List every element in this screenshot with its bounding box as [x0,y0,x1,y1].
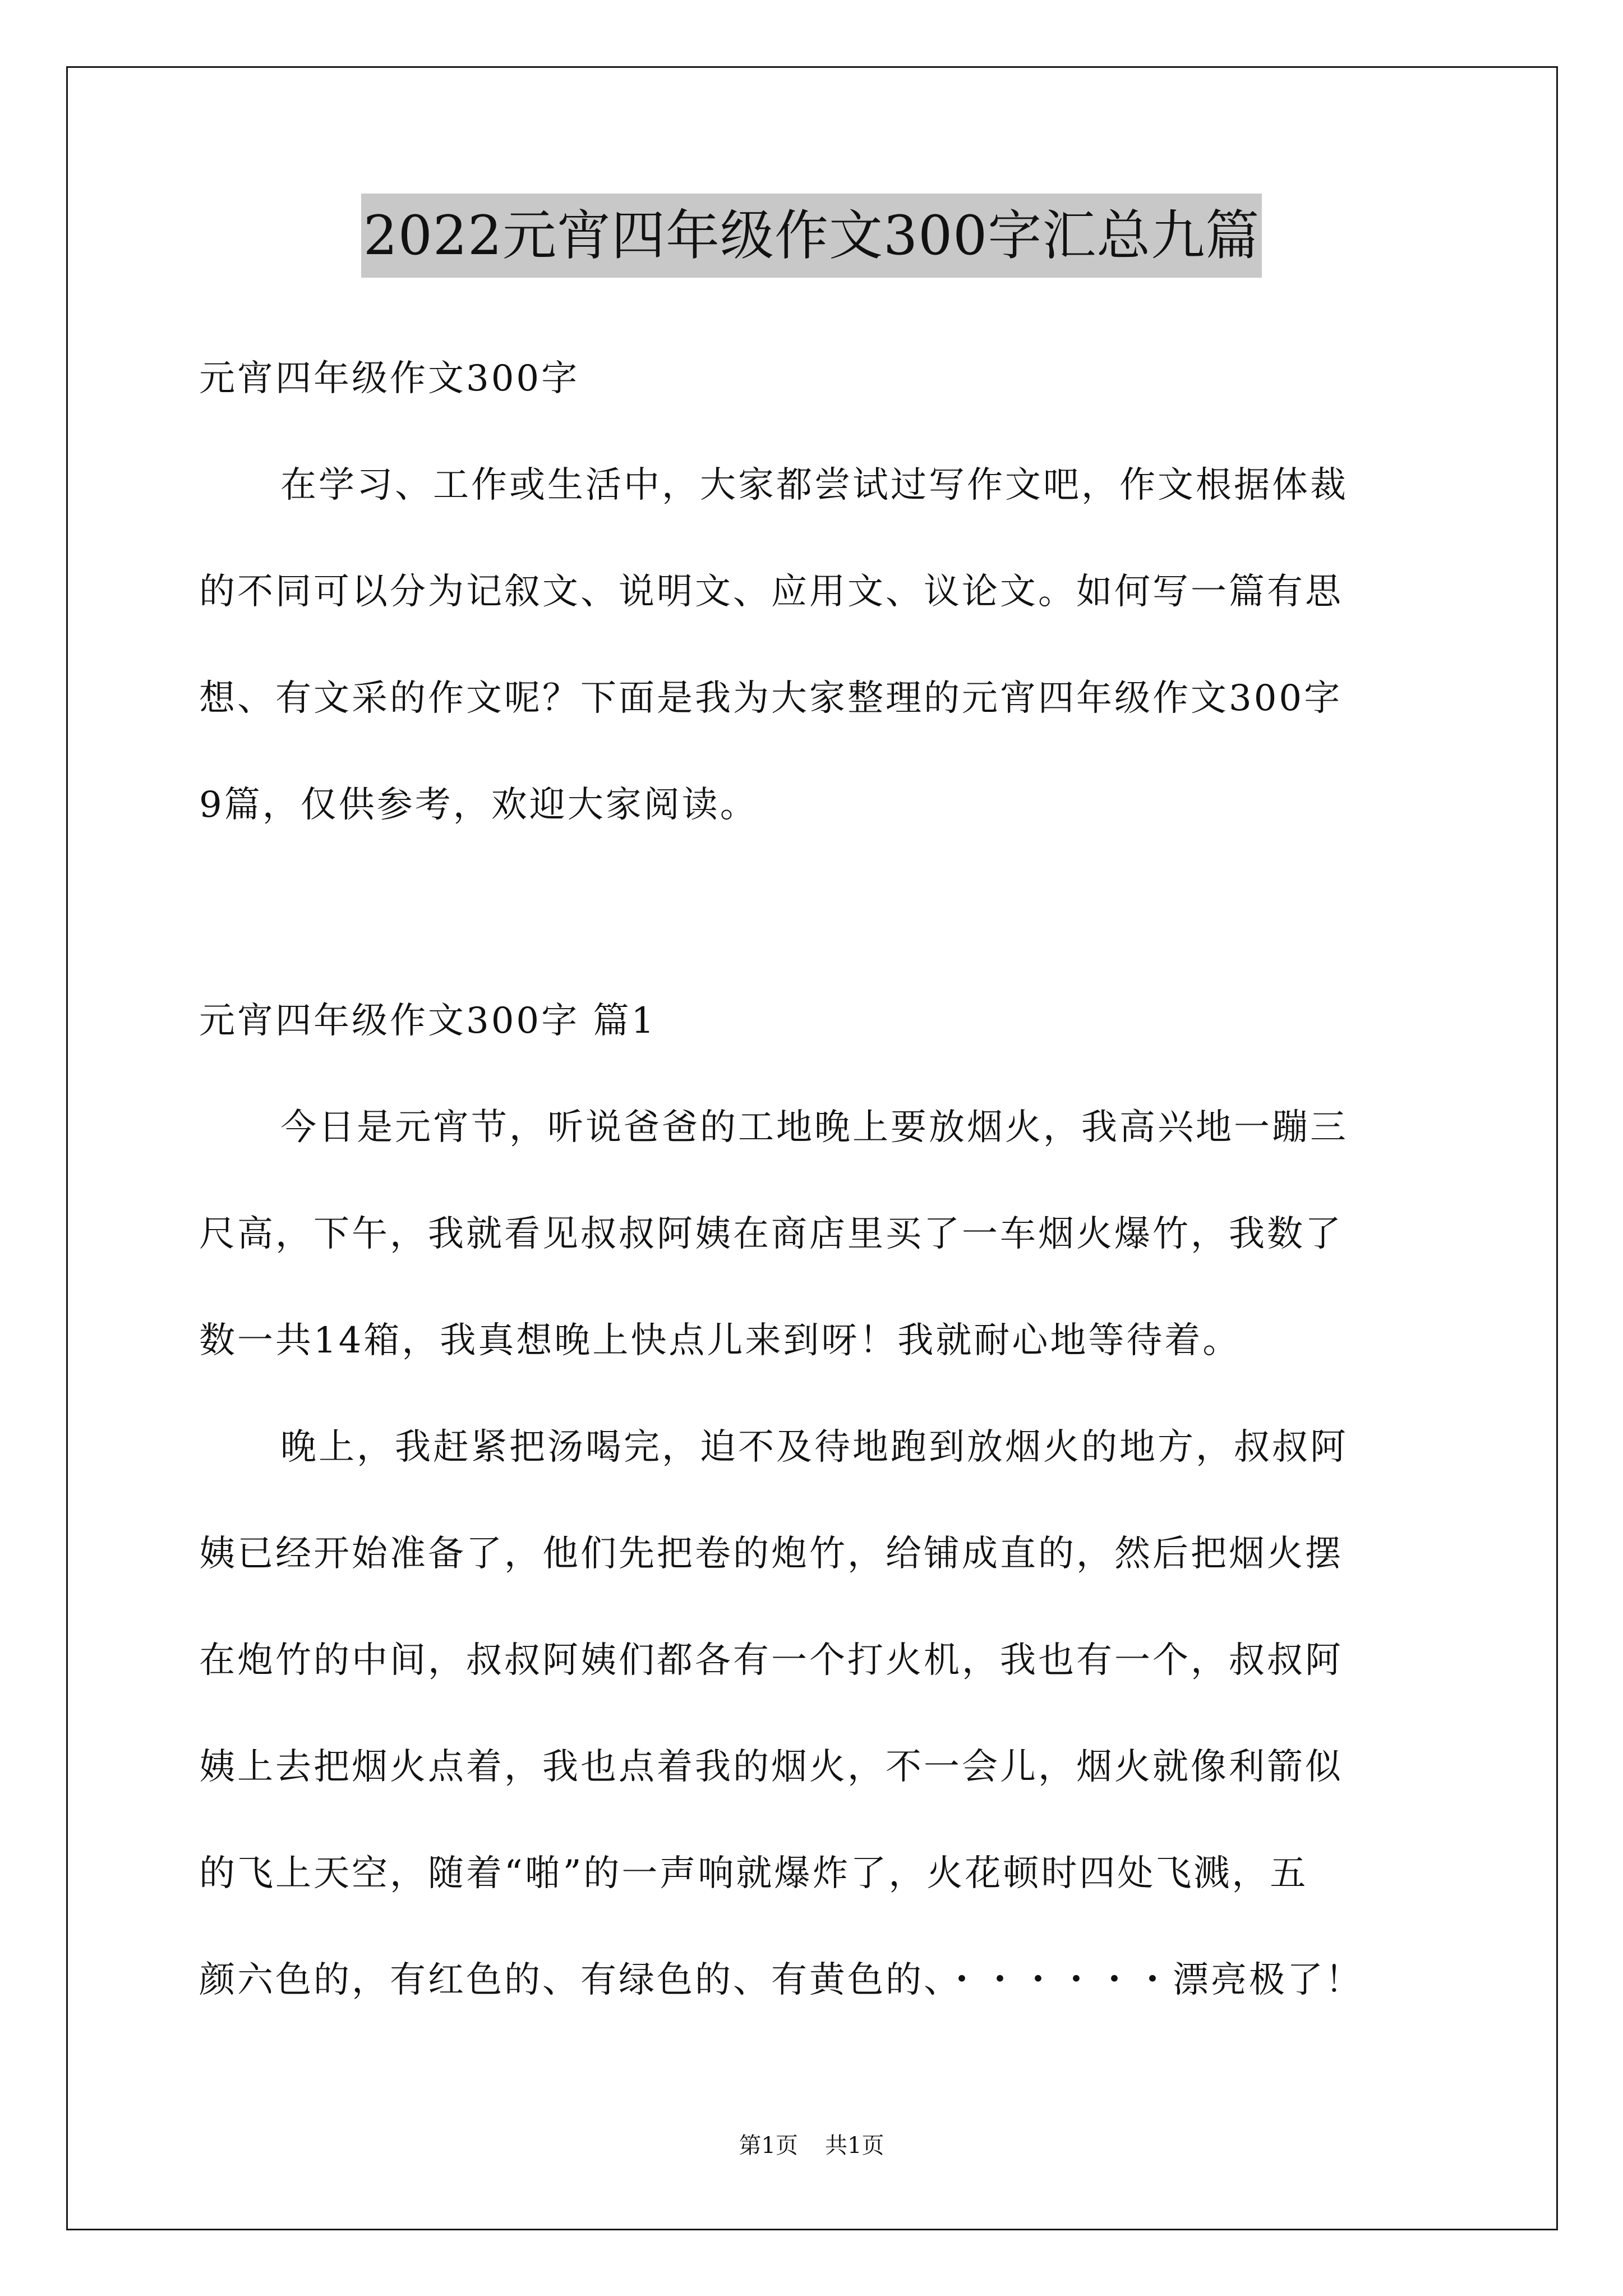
intro-line-4: 9篇，仅供参考，欢迎大家阅读。 [199,784,758,826]
intro-line-3: 想、有文采的作文呢？下面是我为大家整理的元宵四年级作文300字 [199,678,1343,719]
page-total: 共1页 [825,2133,884,2159]
para2-line-2: 姨已经开始准备了，他们先把卷的炮竹，给铺成直的，然后把烟火摆 [199,1533,1343,1575]
document-title: 2022元宵四年级作文300字汇总九篇 [361,194,1262,278]
intro-line-2: 的不同可以分为记叙文、说明文、应用文、议论文。如何写一篇有思 [199,571,1343,613]
intro-line-1: 在学习、工作或生活中，大家都尝试过写作文吧，作文根据体裁 [280,464,1348,506]
title-container [0,194,1623,278]
page-footer [0,2129,1623,2162]
para2-line-4: 姨上去把烟火点着，我也点着我的烟火，不一会儿，烟火就像利箭似 [199,1746,1343,1788]
page-number: 第1页 [739,2133,798,2159]
para1-line-1: 今日是元宵节，听说爸爸的工地晚上要放烟火，我高兴地一蹦三 [280,1107,1348,1148]
para2-line-6: 颜六色的，有红色的、有绿色的、有黄色的、・・・・・・漂亮极了！ [199,1959,1363,2001]
para2-line-3: 在炮竹的中间，叔叔阿姨们都各有一个打火机，我也有一个，叔叔阿 [199,1640,1343,1681]
para2-line-1: 晚上，我赶紧把汤喝完，迫不及待地跑到放烟火的地方，叔叔阿 [280,1427,1348,1468]
para1-line-2: 尺高，下午，我就看见叔叔阿姨在商店里买了一车烟火爆竹，我数了 [199,1213,1343,1255]
essay-heading: 元宵四年级作文300字 篇1 [199,1000,657,1042]
para2-line-5: 的飞上天空，随着“啪”的一声响就爆炸了，火花顿时四处飞溅，五 [199,1853,1308,1894]
section-heading: 元宵四年级作文300字 [199,358,580,399]
para1-line-3: 数一共14箱，我真想晚上快点儿来到呀！我就耐心地等待着。 [199,1320,1241,1361]
